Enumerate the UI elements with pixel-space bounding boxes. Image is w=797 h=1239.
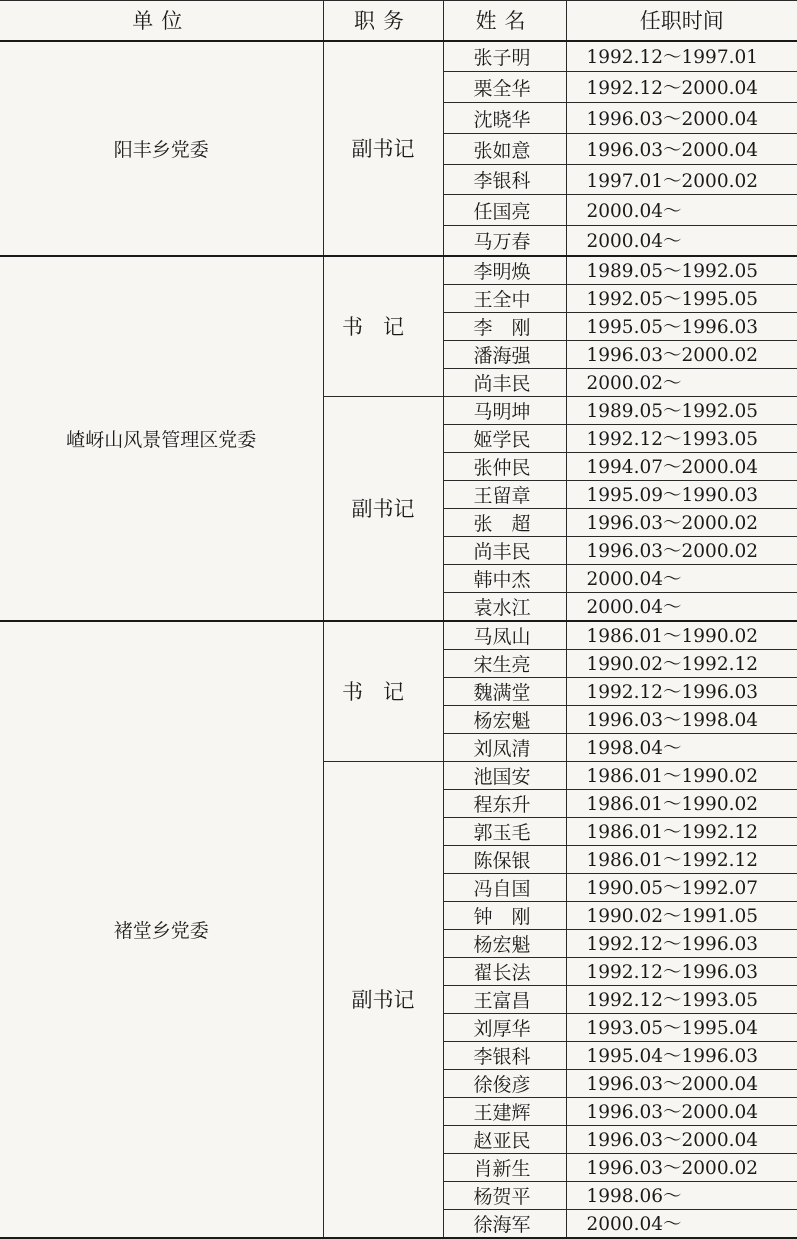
term-cell: 2000.04～ [566, 592, 797, 621]
name-cell: 宋生亮 [443, 649, 566, 677]
term-cell: 1996.03～1998.04 [566, 705, 797, 733]
position-cell: 书记 [323, 256, 443, 397]
name-cell: 王留章 [443, 480, 566, 508]
term-cell: 1986.01～1990.02 [566, 621, 797, 650]
term-cell: 1995.09～1990.03 [566, 480, 797, 508]
name-cell: 栗全华 [443, 72, 566, 103]
name-cell: 张仲民 [443, 452, 566, 480]
name-cell: 魏满堂 [443, 677, 566, 705]
term-cell: 1992.12～1996.03 [566, 929, 797, 957]
header-position: 职务 [323, 1, 443, 41]
name-cell: 杨贺平 [443, 1181, 566, 1209]
term-cell: 1992.12～2000.04 [566, 72, 797, 103]
header-unit: 单位 [0, 1, 323, 41]
term-cell: 1990.05～1992.07 [566, 873, 797, 901]
term-cell: 1992.12～1996.03 [566, 957, 797, 985]
name-cell: 任国亮 [443, 195, 566, 226]
term-cell: 1998.06～ [566, 1181, 797, 1209]
name-cell: 沈晓华 [443, 103, 566, 134]
name-cell: 程东升 [443, 789, 566, 817]
table-row [0, 256, 797, 285]
term-cell: 1996.03～2000.04 [566, 1069, 797, 1097]
header-row [0, 1, 797, 41]
name-cell: 王富昌 [443, 985, 566, 1013]
name-cell: 陈保银 [443, 845, 566, 873]
table-row [0, 41, 797, 72]
name-cell: 王全中 [443, 284, 566, 312]
name-cell: 尚丰民 [443, 368, 566, 396]
name-cell: 肖新生 [443, 1153, 566, 1181]
term-cell: 1992.05～1995.05 [566, 284, 797, 312]
term-cell: 1996.03～2000.02 [566, 536, 797, 564]
unit-cell: 嵖岈山风景管理区党委 [0, 256, 323, 621]
term-cell: 1996.03～2000.02 [566, 508, 797, 536]
name-cell: 姬学民 [443, 424, 566, 452]
term-cell: 2000.04～ [566, 1209, 797, 1238]
name-cell: 刘凤清 [443, 733, 566, 761]
name-cell: 韩中杰 [443, 564, 566, 592]
term-cell: 1996.03～2000.04 [566, 134, 797, 165]
name-cell: 徐海军 [443, 1209, 566, 1238]
name-cell: 杨宏魁 [443, 929, 566, 957]
name-cell: 马万春 [443, 226, 566, 256]
name-cell: 马明坤 [443, 396, 566, 424]
unit-cell: 褚堂乡党委 [0, 621, 323, 1238]
term-cell: 1986.01～1992.12 [566, 845, 797, 873]
term-cell: 1996.03～2000.02 [566, 340, 797, 368]
name-cell: 李银科 [443, 1041, 566, 1069]
name-cell: 翟长法 [443, 957, 566, 985]
term-cell: 2000.04～ [566, 564, 797, 592]
term-cell: 2000.04～ [566, 195, 797, 226]
name-cell: 马凤山 [443, 621, 566, 650]
term-cell: 1994.07～2000.04 [566, 452, 797, 480]
term-cell: 1990.02～1992.12 [566, 649, 797, 677]
name-cell: 钟 刚 [443, 901, 566, 929]
name-cell: 冯自国 [443, 873, 566, 901]
name-cell: 李明焕 [443, 256, 566, 285]
term-cell: 1996.03～2000.04 [566, 103, 797, 134]
name-cell: 郭玉毛 [443, 817, 566, 845]
term-cell: 2000.02～ [566, 368, 797, 396]
term-cell: 1992.12～1996.03 [566, 677, 797, 705]
term-cell: 1986.01～1990.02 [566, 789, 797, 817]
position-cell: 副书记 [323, 396, 443, 621]
header-term: 任职时间 [566, 1, 797, 41]
header-name: 姓名 [443, 1, 566, 41]
name-cell: 李银科 [443, 165, 566, 195]
name-cell: 杨宏魁 [443, 705, 566, 733]
term-cell: 1995.05～1996.03 [566, 312, 797, 340]
term-cell: 1986.01～1990.02 [566, 761, 797, 789]
name-cell: 李 刚 [443, 312, 566, 340]
term-cell: 1995.04～1996.03 [566, 1041, 797, 1069]
term-cell: 2000.04～ [566, 226, 797, 256]
name-cell: 徐俊彦 [443, 1069, 566, 1097]
term-cell: 1986.01～1992.12 [566, 817, 797, 845]
term-cell: 1996.03～2000.02 [566, 1153, 797, 1181]
position-cell: 副书记 [323, 761, 443, 1238]
term-cell: 1996.03～2000.04 [566, 1097, 797, 1125]
unit-cell: 阳丰乡党委 [0, 41, 323, 256]
term-cell: 1992.12～1997.01 [566, 41, 797, 72]
name-cell: 赵亚民 [443, 1125, 566, 1153]
name-cell: 袁水江 [443, 592, 566, 621]
term-cell: 1993.05～1995.04 [566, 1013, 797, 1041]
name-cell: 张子明 [443, 41, 566, 72]
name-cell: 王建辉 [443, 1097, 566, 1125]
table-body [0, 41, 797, 1238]
name-cell: 刘厚华 [443, 1013, 566, 1041]
term-cell: 1989.05～1992.05 [566, 256, 797, 285]
term-cell: 1997.01～2000.02 [566, 165, 797, 195]
term-cell: 1998.04～ [566, 733, 797, 761]
term-cell: 1996.03～2000.04 [566, 1125, 797, 1153]
name-cell: 尚丰民 [443, 536, 566, 564]
term-cell: 1990.02～1991.05 [566, 901, 797, 929]
name-cell: 张 超 [443, 508, 566, 536]
position-cell: 书记 [323, 621, 443, 762]
position-cell: 副书记 [323, 41, 443, 256]
table-row [0, 621, 797, 650]
table-header [0, 1, 797, 41]
term-cell: 1992.12～1993.05 [566, 424, 797, 452]
term-cell: 1989.05～1992.05 [566, 396, 797, 424]
name-cell: 池国安 [443, 761, 566, 789]
name-cell: 张如意 [443, 134, 566, 165]
name-cell: 潘海强 [443, 340, 566, 368]
term-cell: 1992.12～1993.05 [566, 985, 797, 1013]
